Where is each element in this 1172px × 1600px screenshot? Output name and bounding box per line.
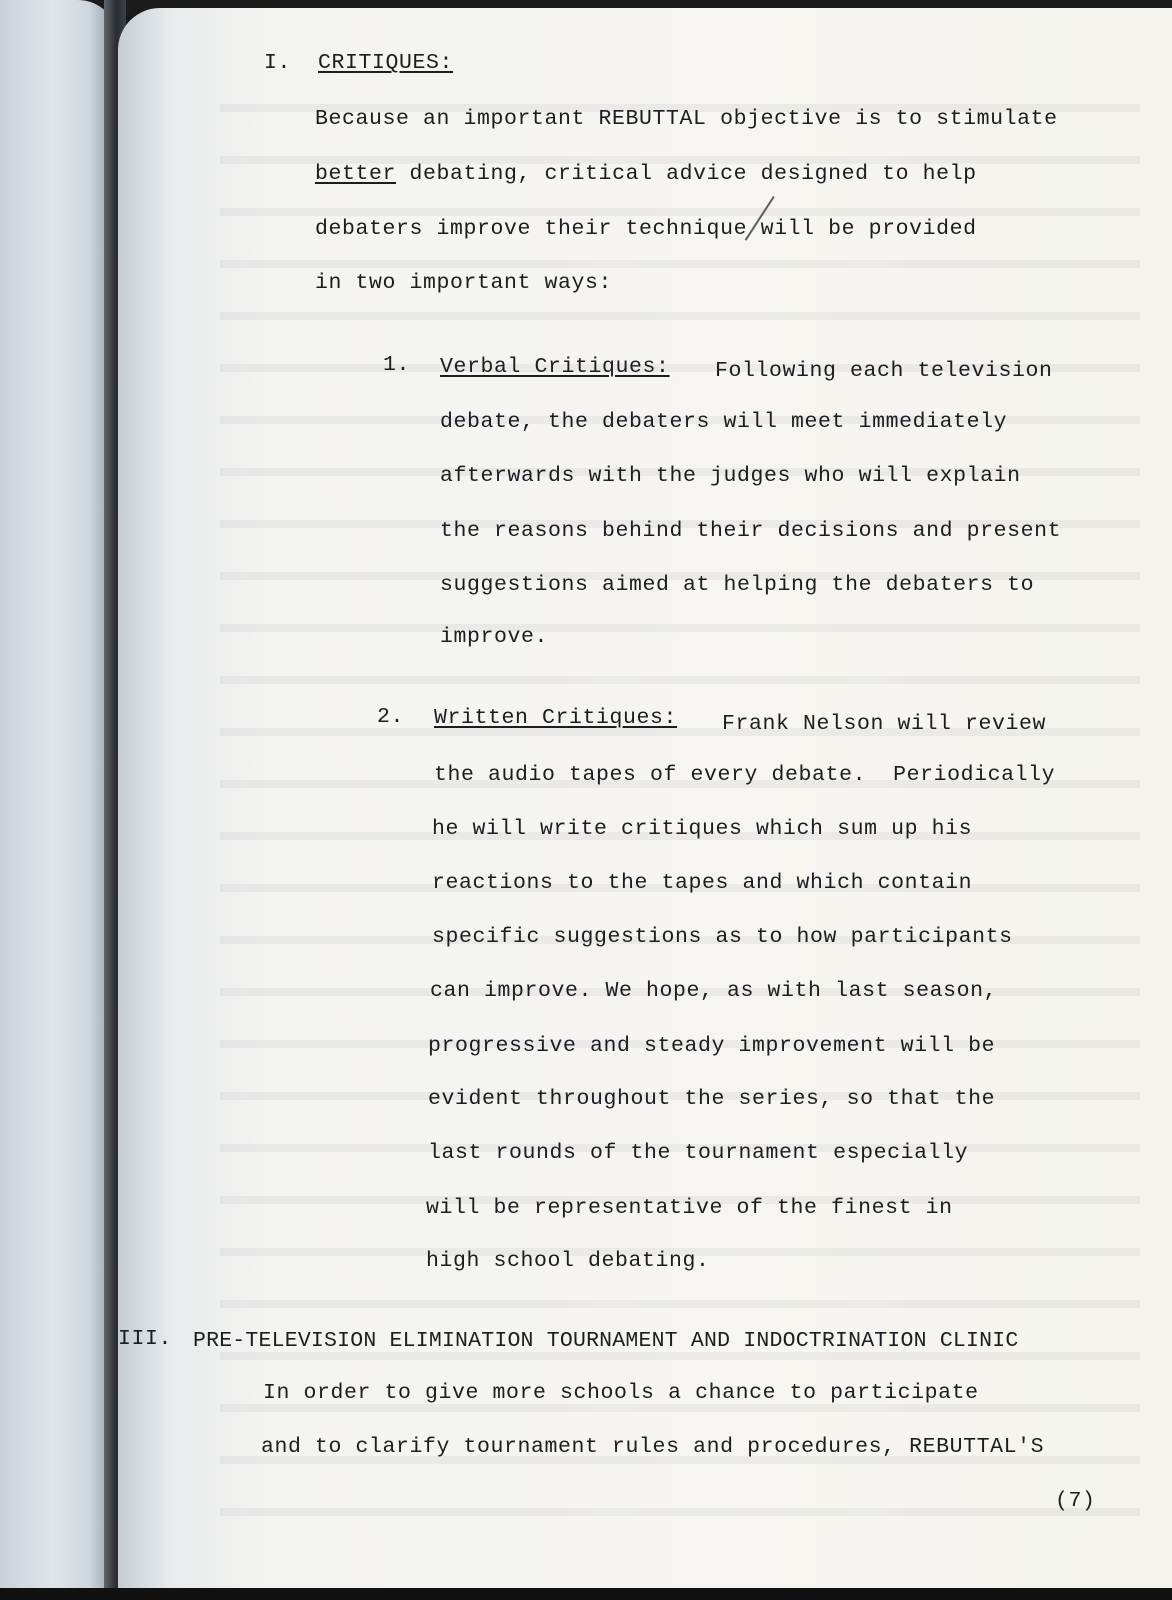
intro-line-1: Because an important REBUTTAL objective is to stimulate (315, 107, 1058, 131)
underlined-word-better: better (315, 162, 397, 186)
item-2-line-10: will be representative of the finest in (426, 1196, 953, 1220)
document-page (118, 8, 1172, 1593)
item-2-line-5: specific suggestions as to how participants (432, 925, 1013, 949)
item-2-first-line: Frank Nelson will review (722, 712, 1047, 736)
item-1-line-4: the reasons behind their decisions and present (440, 519, 1062, 543)
item-2-heading: Written Critiques: (434, 706, 678, 730)
item-2-line-9: last rounds of the tournament especially (428, 1141, 969, 1165)
section-iii-number: III. (118, 1327, 173, 1351)
item-2-line-2: the audio tapes of every debate. Periodically (434, 763, 1056, 787)
item-1-line-3: afterwards with the judges who will explain (440, 464, 1021, 488)
item-2-line-7: progressive and steady improvement will be (428, 1034, 996, 1058)
left-page-edge (0, 0, 118, 1600)
item-2-line-11: high school debating. (426, 1249, 710, 1273)
section-i-number: I. (264, 51, 292, 75)
item-2-line-6: can improve. We hope, as with last season, (430, 979, 998, 1003)
section-iii-line-2: and to clarify tournament rules and procedures, REBUTTAL'S (261, 1435, 1045, 1459)
item-2-number: 2. (377, 705, 405, 729)
item-1-line-2: debate, the debaters will meet immediately (440, 410, 1008, 434)
section-i-heading: CRITIQUES: (318, 51, 454, 75)
item-1-number: 1. (383, 353, 411, 377)
intro-line-2-rest: debating, critical advice designed to help (409, 162, 977, 186)
item-2-line-3: he will write critiques which sum up his (432, 817, 973, 841)
item-2-line-4: reactions to the tapes and which contain (432, 871, 973, 895)
item-1-line-6: improve. (440, 625, 549, 649)
item-1-first-line: Following each television (715, 359, 1053, 383)
section-iii-line-1: In order to give more schools a chance to participate (263, 1381, 979, 1405)
item-1-heading: Verbal Critiques: (440, 355, 670, 379)
item-2-line-8: evident throughout the series, so that the (428, 1087, 996, 1111)
scan-bottom-edge (0, 1588, 1172, 1600)
intro-line-3: debaters improve their technique will be provided (315, 217, 977, 241)
section-iii-heading: PRE-TELEVISION ELIMINATION TOURNAMENT AND INDOCTRINATION CLINIC (193, 1329, 1019, 1353)
intro-line-4: in two important ways: (315, 271, 613, 295)
page-number: (7) (1055, 1489, 1096, 1513)
item-1-line-5: suggestions aimed at helping the debaters to (440, 573, 1035, 597)
intro-line-2 (315, 161, 977, 187)
